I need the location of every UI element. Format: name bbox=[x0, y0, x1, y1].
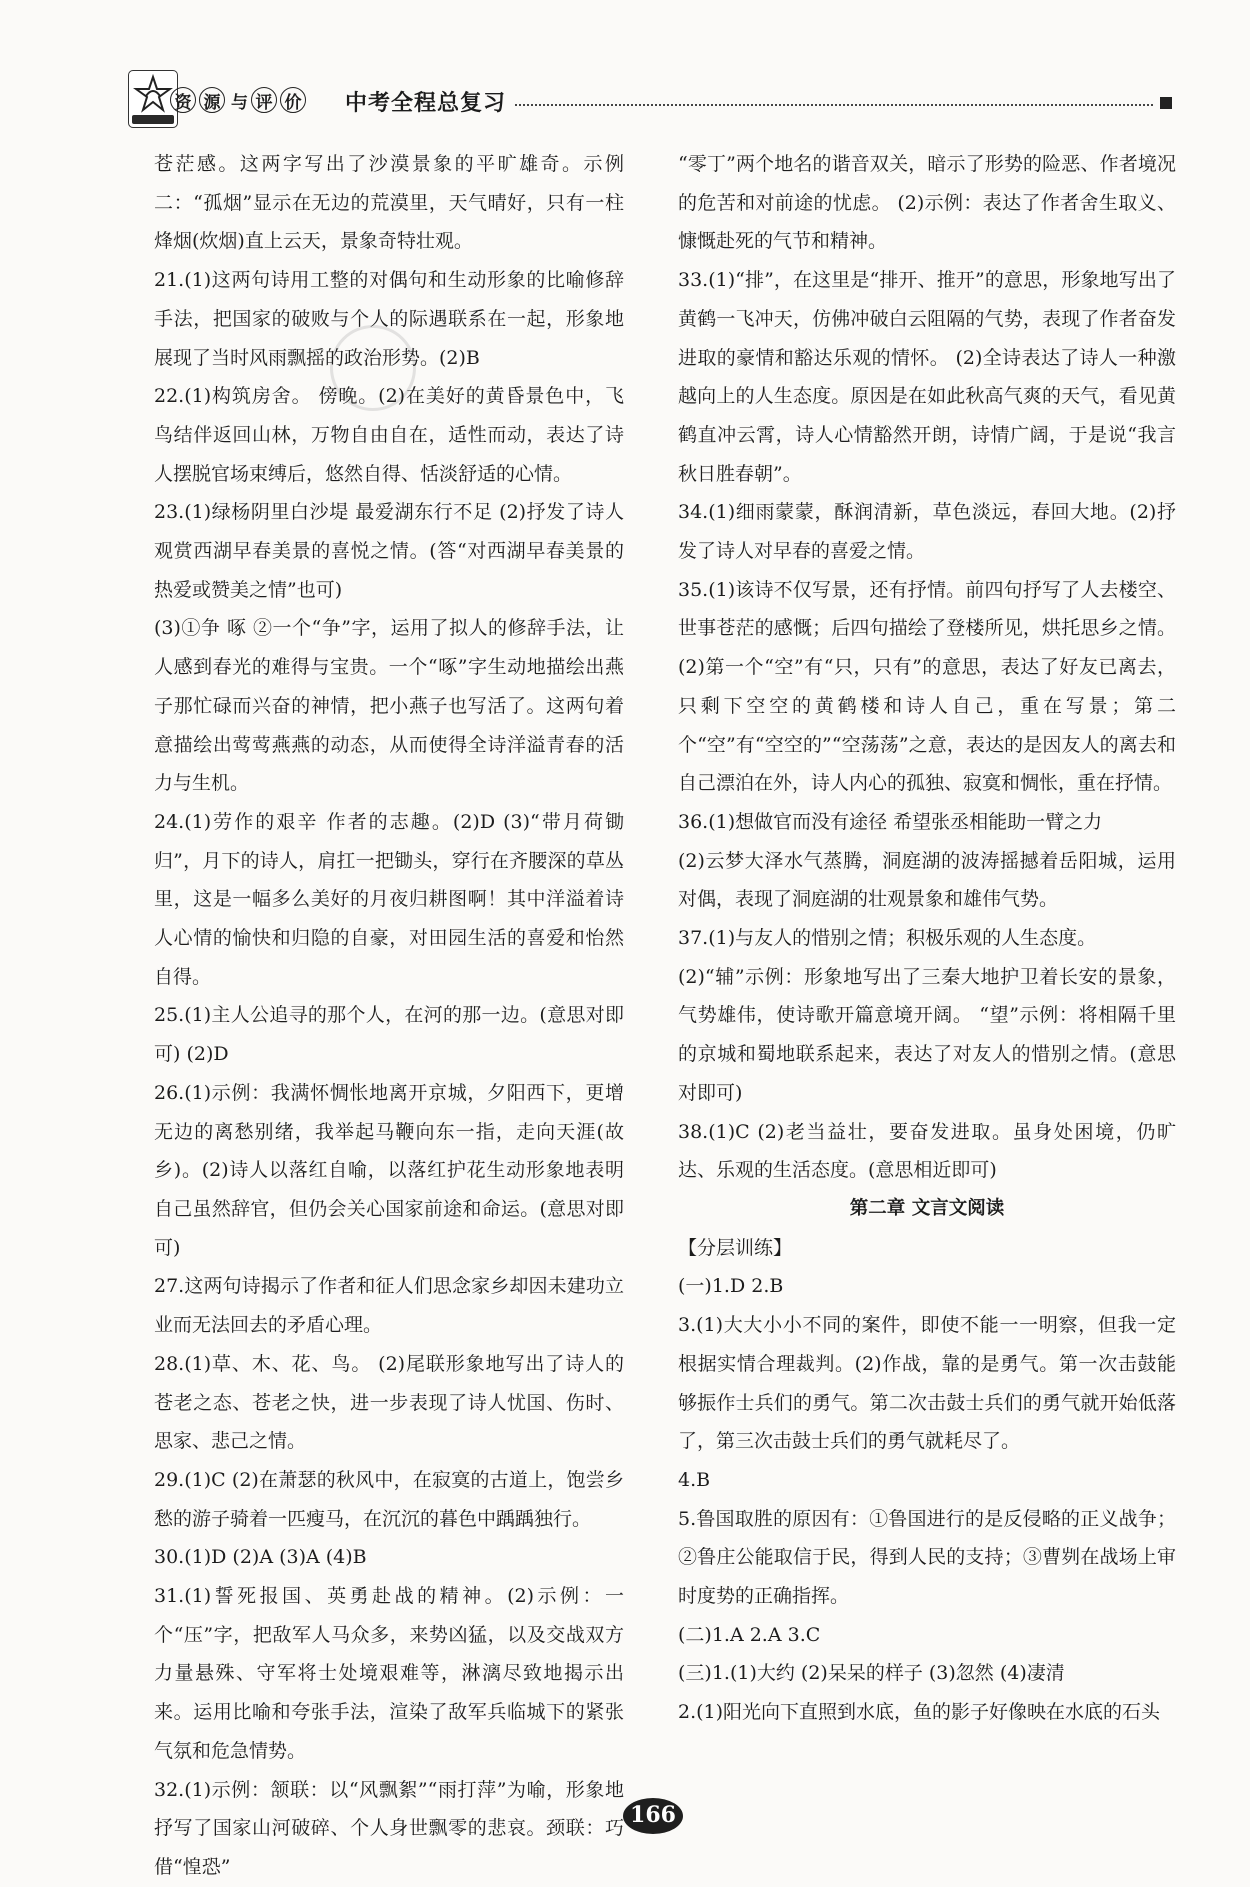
series-char: 评 bbox=[251, 87, 277, 113]
answer-paragraph: (3)①争 啄 ②一个“争”字，运用了拟人的修辞手法，让人感到春光的难得与宝贵。一个“啄”字生动地描绘出燕子那忙碌而兴奋的神情，把小燕子也写活了。这两句着意描绘出莺莺燕燕的动态，从而使得全诗洋溢青春的活力与生机。 bbox=[154, 617, 624, 795]
answer-paragraph: (2)云梦大泽水气蒸腾，洞庭湖的波涛摇撼着岳阳城，运用对偶，表现了洞庭湖的壮观景象和雄伟气势。 bbox=[678, 849, 1176, 911]
page-number-badge bbox=[623, 1798, 683, 1834]
answer-paragraph: 2.(1)阳光向下直照到水底，鱼的影子好像映在水底的石头 bbox=[678, 1701, 1161, 1724]
book-title: 中考全程总复习 bbox=[345, 91, 507, 116]
answer-paragraph: 30.(1)D (2)A (3)A (4)B bbox=[154, 1546, 367, 1569]
series-name bbox=[170, 84, 309, 116]
series-joiner: 与 bbox=[231, 92, 248, 113]
answer-paragraph: 24.(1)劳作的艰辛 作者的志趣。(2)D (3)“带月荷锄归”，月下的诗人，肩扛一把锄头，穿行在齐腰深的草丛里，这是一幅多么美好的月夜归耕图啊！其中洋溢着诗人心情的愉快和归隐的自豪，对田园生活的喜爱和怡然自得。 bbox=[154, 810, 624, 988]
answer-paragraph: 5.鲁国取胜的原因有：①鲁国进行的是反侵略的正义战争；②鲁庄公能取信于民，得到人民的支持；③曹刿在战场上审时度势的正确指挥。 bbox=[678, 1507, 1176, 1608]
page-number: 166 bbox=[630, 1802, 676, 1828]
answer-paragraph: (一)1.D 2.B bbox=[678, 1275, 784, 1298]
answer-paragraph: “零丁”两个地名的谐音双关，暗示了形势的险恶、作者境况的危苦和对前途的忧虑。 (2)示例：表达了作者舍生取义、慷慨赴死的气节和精神。 bbox=[678, 153, 1176, 253]
page-header bbox=[0, 0, 1250, 125]
answer-paragraph: 25.(1)主人公追寻的那个人，在河的那一边。(意思对即可) (2)D bbox=[154, 1004, 624, 1066]
section-label: 【分层训练】 bbox=[678, 1236, 793, 1259]
series-char: 资 bbox=[170, 87, 196, 113]
chapter-heading: 第二章 文言文阅读 bbox=[849, 1197, 1005, 1219]
answer-paragraph: 21.(1)这两句诗用工整的对偶句和生动形象的比喻修辞手法，把国家的破败与个人的际遇联系在一起，形象地展现了当时风雨飘摇的政治形势。(2)B bbox=[154, 269, 624, 369]
series-char: 价 bbox=[280, 87, 306, 113]
series-char: 源 bbox=[199, 87, 225, 113]
answer-paragraph: 31.(1)誓死报国、英勇赴战的精神。(2)示例：一个“压”字，把敌军人马众多，来势凶猛，以及交战双方力量悬殊、守军将士处境艰难等，淋漓尽致地揭示出来。运用比喻和夸张手法，渲染了敌军兵临城下的紧张气氛和危急情势。 bbox=[154, 1585, 624, 1762]
answer-paragraph: 22.(1)构筑房舍。 傍晚。(2)在美好的黄昏景色中，飞鸟结伴返回山林，万物自由自在，适性而动，表达了诗人摆脱官场束缚后，悠然自得、恬淡舒适的心情。 bbox=[154, 385, 624, 485]
answer-paragraph: 23.(1)绿杨阴里白沙堤 最爱湖东行不足 (2)抒发了诗人观赏西湖早春美景的喜悦之情。(答“对西湖早春美景的热爱或赞美之情”也可) bbox=[154, 501, 624, 601]
answer-paragraph: 28.(1)草、木、花、鸟。 (2)尾联形象地写出了诗人的苍老之态、苍老之快，进一步表现了诗人忧国、伤时、思家、悲己之情。 bbox=[154, 1352, 624, 1453]
answer-paragraph: 26.(1)示例：我满怀惆怅地离开京城，夕阳西下，更增无边的离愁别绪，我举起马鞭向东一指，走向天涯(故乡)。(2)诗人以落红自喻，以落红护花生动形象地表明自己虽然辞官，但仍会关心国家前途和命运。(意思对即可) bbox=[154, 1081, 624, 1259]
right-column bbox=[678, 145, 1176, 1732]
header-divider bbox=[515, 104, 1153, 106]
answer-paragraph: 37.(1)与友人的惜别之情；积极乐观的人生态度。 bbox=[678, 927, 1097, 950]
answer-paragraph: 38.(1)C (2)老当益壮，要奋发进取。虽身处困境，仍旷达、乐观的生活态度。(意思相近即可) bbox=[678, 1120, 1176, 1182]
answer-paragraph: (2)“辅”示例：形象地写出了三秦大地护卫着长安的景象，气势雄伟，使诗歌开篇意境开阔。 “望”示例：将相隔千里的京城和蜀地联系起来，表达了对友人的惜别之情。(意思对即可) bbox=[678, 965, 1176, 1104]
answer-paragraph: 32.(1)示例：颔联：以“风飘絮”“雨打萍”为喻，形象地抒写了国家山河破碎、个人身世飘零的悲哀。颈联：巧借“惶恐” bbox=[154, 1778, 624, 1878]
answer-paragraph: (三)1.(1)大约 (2)呆呆的样子 (3)忽然 (4)凄清 bbox=[678, 1662, 1065, 1685]
answer-paragraph: 29.(1)C (2)在萧瑟的秋风中，在寂寞的古道上，饱尝乡愁的游子骑着一匹瘦马，在沉沉的暮色中踽踽独行。 bbox=[154, 1468, 624, 1530]
answer-paragraph: 4.B bbox=[678, 1468, 711, 1491]
answer-paragraph: 34.(1)细雨蒙蒙，酥润清新，草色淡远，春回大地。(2)抒发了诗人对早春的喜爱之情。 bbox=[678, 501, 1176, 563]
left-column bbox=[154, 145, 624, 1887]
answer-paragraph: 35.(1)该诗不仅写景，还有抒情。前四句抒写了人去楼空、世事苍茫的感慨；后四句描绘了登楼所见，烘托思乡之情。(2)第一个“空”有“只，只有”的意思，表达了好友已离去，只剩下空空的黄鹤楼和诗人自己，重在写景；第二个“空”有“空空的”“空荡荡”之意，表达的是因友人的离去和自己漂泊在外，诗人内心的孤独、寂寞和惆怅，重在抒情。 bbox=[678, 578, 1176, 795]
answer-paragraph: 33.(1)“排”，在这里是“排开、推开”的意思，形象地写出了黄鹤一飞冲天，仿佛冲破白云阻隔的气势，表现了作者奋发进取的豪情和豁达乐观的情怀。 (2)全诗表达了诗人一种激越向上的人生态度。原因是在如此秋高气爽的天气，看见黄鹤直冲云霄，诗人心情豁然开朗，诗情广阔，于是说“我言秋日胜春朝”。 bbox=[678, 269, 1176, 485]
answer-paragraph: 苍茫感。这两字写出了沙漠景象的平旷雄奇。示例二：“孤烟”显示在无边的荒漠里，天气晴好，只有一柱烽烟(炊烟)直上云天，景象奇特壮观。 bbox=[154, 153, 624, 253]
answer-paragraph: 27.这两句诗揭示了作者和征人们思念家乡却因未建功立业而无法回去的矛盾心理。 bbox=[154, 1275, 624, 1337]
answer-paragraph: (二)1.A 2.A 3.C bbox=[678, 1623, 821, 1646]
answer-paragraph: 3.(1)大大小小不同的案件，即使不能一一明察，但我一定根据实情合理裁判。(2)作战，靠的是勇气。第一次击鼓能够振作士兵们的勇气。第二次击鼓士兵们的勇气就开始低落了，第三次击鼓士兵们的勇气就耗尽了。 bbox=[678, 1314, 1176, 1453]
header-end-marker bbox=[1160, 97, 1172, 109]
answer-paragraph: 36.(1)想做官而没有途径 希望张丞相能助一臂之力 bbox=[678, 810, 1103, 833]
